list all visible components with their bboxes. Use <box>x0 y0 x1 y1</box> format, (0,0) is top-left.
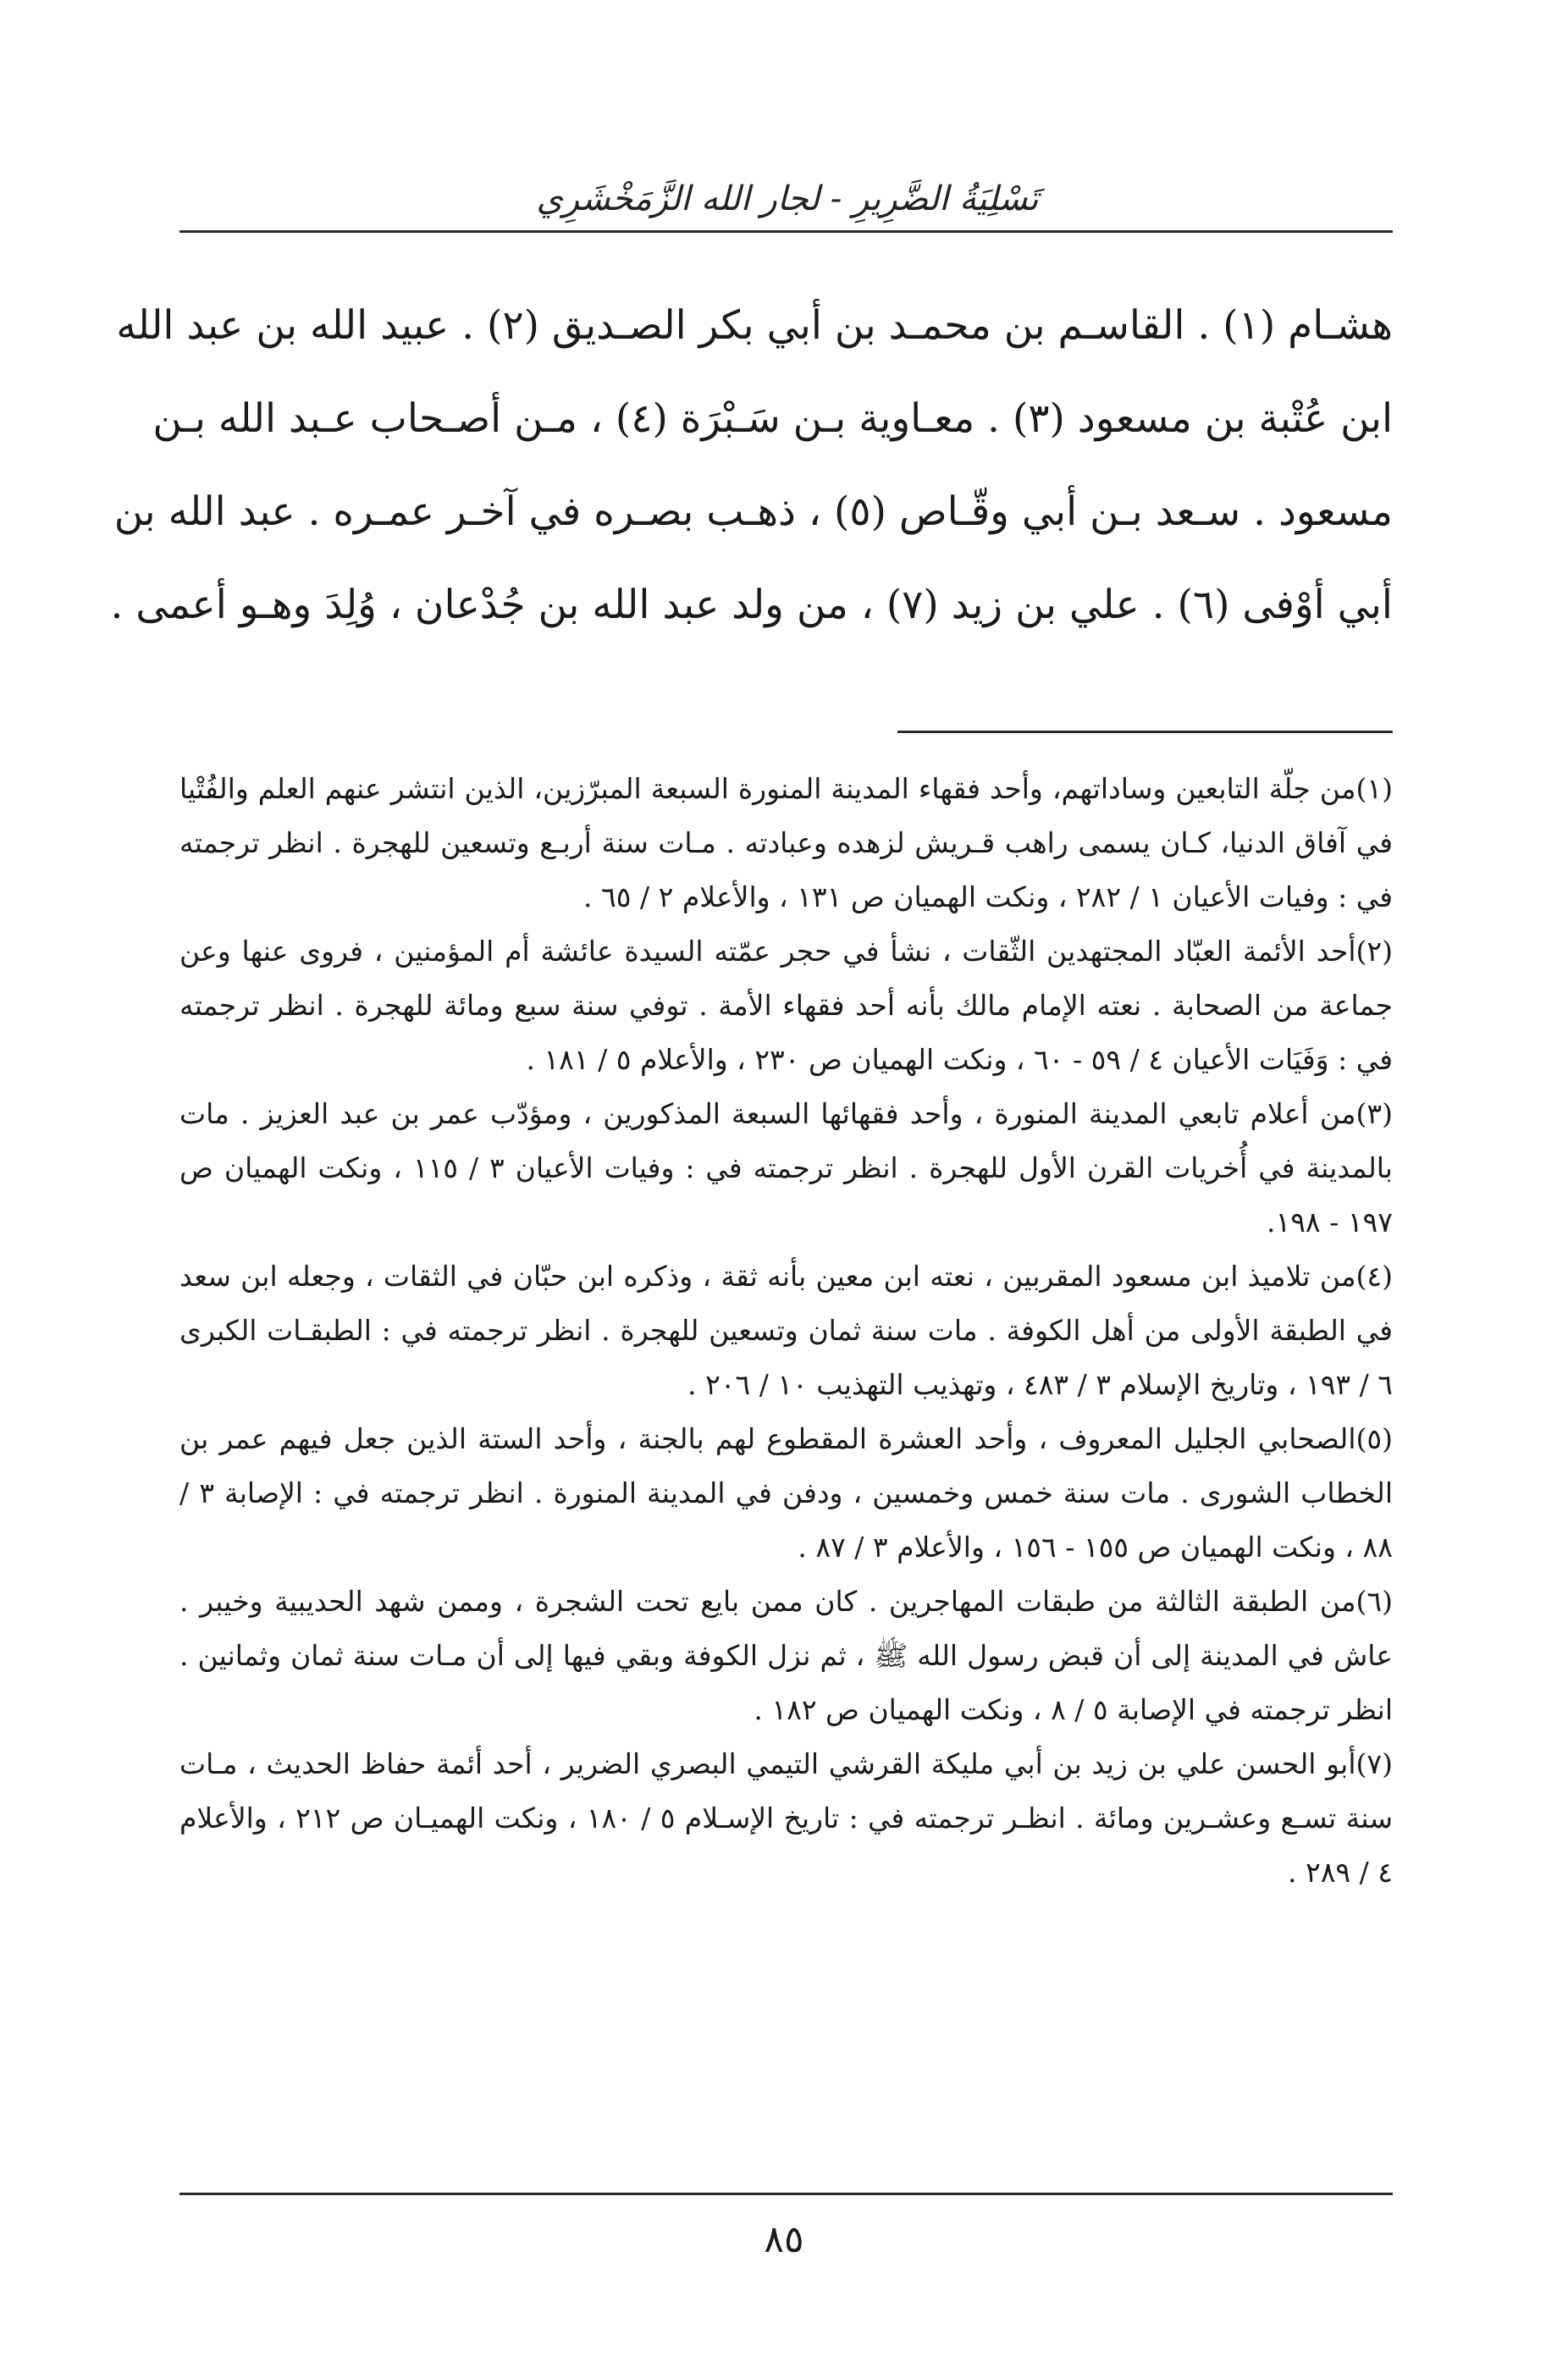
main-text-block <box>110 279 1393 652</box>
footnote-6: (٦)من الطبقة الثالثة من طبقات المهاجرين . كان ممن بايع تحت الشجرة ، وممن شهد الحديبية وخيبر . عاش في المدينة إلى أن قبض رسول الله ﷺ ، ثم نزل الكوفة وبقي فيها إلى أن مـات سنة ثمان وثمانين . انظر ترجمته في الإصابة ٥ / ٨ ، ونكت الهميان ص ١٨٢ . <box>179 1585 1393 1726</box>
footnote-1: (١)من جلّة التابعين وساداتهم، وأحد فقهاء المدينة المنورة السبعة المبرّزين، الذين انتشر عنهم العلم والفُتْيا في آفاق الدنيا، كـان يسمى راهب قـريش لزهده وعبادته . مـات سنة أربـع وتسعين للهجرة . انظر ترجمته في : وفيات الأعيان ١ / ٢٨٢ ، ونكت الهميان ص ١٣١ ، والأعلام ٢ / ٦٥ . <box>179 772 1393 913</box>
running-header-title: تَسْلِيَةُ الضَّرِيرِ - لجار الله الزَّمَخْشَرِي <box>536 179 1039 218</box>
footnote-3: (٣)من أعلام تابعي المدينة المنورة ، وأحد فقهائها السبعة المذكورين ، ومؤدّب عمر بن عبد العزيز . مات بالمدينة في أُخريات القرن الأول للهجرة . انظر ترجمته في : وفيات الأعيان ٣ / ١١٥ ، ونكت الهميان ص ١٩٧ - ١٩٨. <box>179 1097 1393 1239</box>
page-number: ٨٥ <box>764 2218 804 2261</box>
footnotes-section <box>179 762 1393 1900</box>
footnote-4: (٤)من تلاميذ ابن مسعود المقربين ، نعته ابن معين بأنه ثقة ، وذكره ابن حبّان في الثقات ، وجعله ابن سعد في الطبقة الأولى من أهل الكوفة . مات سنة ثمان وتسعين للهجرة . انظر ترجمته في : الطبقـات الكبرى ٦ / ١٩٣ ، وتاريخ الإسلام ٣ / ٤٨٣ ، وتهذيب التهذيب ١٠ / ٢٠٦ . <box>179 1260 1393 1401</box>
main-text-line: هشـام (١) . القاسـم بن محمـد بن أبي بكر الصـديق (٢) . عبيد الله بن عبد الله <box>116 302 1393 349</box>
footnote-5: (٥)الصحابي الجليل المعروف ، وأحد العشرة المقطوع لهم بالجنة ، وأحد الستة الذين جعل فيهم عمر بن الخطاب الشورى . مات سنة خمس وخمسين ، ودفن في المدينة المنورة . انظر ترجمته في : الإصابة ٣ / ٨٨ ، ونكت الهميان ص ١٥٥ - ١٥٦ ، والأعلام ٣ / ٨٧ . <box>179 1422 1393 1564</box>
footer-rule <box>179 2193 1393 2195</box>
footnote-separator <box>897 731 1393 733</box>
header-rule <box>179 230 1393 233</box>
main-text-line: أبي أوْفى (٦) . علي بن زيد (٧) ، من ولد عبد الله بن جُدْعان ، وُلِدَ وهـو أعمى . <box>110 582 1393 628</box>
footnote-7: (٧)أبو الحسن علي بن زيد بن أبي مليكة القرشي التيمي البصري الضرير ، أحد أئمة حفاظ الحديث ، مـات سنة تسـع وعشـرين ومائة . انظـر ترجمته في : تاريخ الإسـلام ٥ / ١٨٠ ، ونكت الهميـان ص ٢١٢ ، والأعلام ٤ / ٢٨٩ . <box>179 1747 1393 1889</box>
main-text-line: ابن عُتْبة بن مسعود (٣) . معـاوية بـن سَـبْرَة (٤) ، مـن أصـحاب عـبد الله بـن <box>152 395 1393 442</box>
footnote-2: (٢)أحد الأئمة العبّاد المجتهدين الثّقات ، نشأ في حجر عمّته السيدة عائشة أم المؤمنين ، فروى عنها وعن جماعة من الصحابة . نعته الإمام مالك بأنه أحد فقهاء الأمة . توفي سنة سبع ومائة للهجرة . انظر ترجمته في : وَفَيَات الأعيان ٤ / ٥٩ - ٦٠ ، ونكت الهميان ص ٢٣٠ ، والأعلام ٥ / ١٨١ . <box>179 935 1393 1076</box>
main-text-line: مسعود . سـعد بـن أبي وقّـاص (٥) ، ذهـب بصـره في آخـر عمـره . عبد الله بن <box>113 488 1393 535</box>
